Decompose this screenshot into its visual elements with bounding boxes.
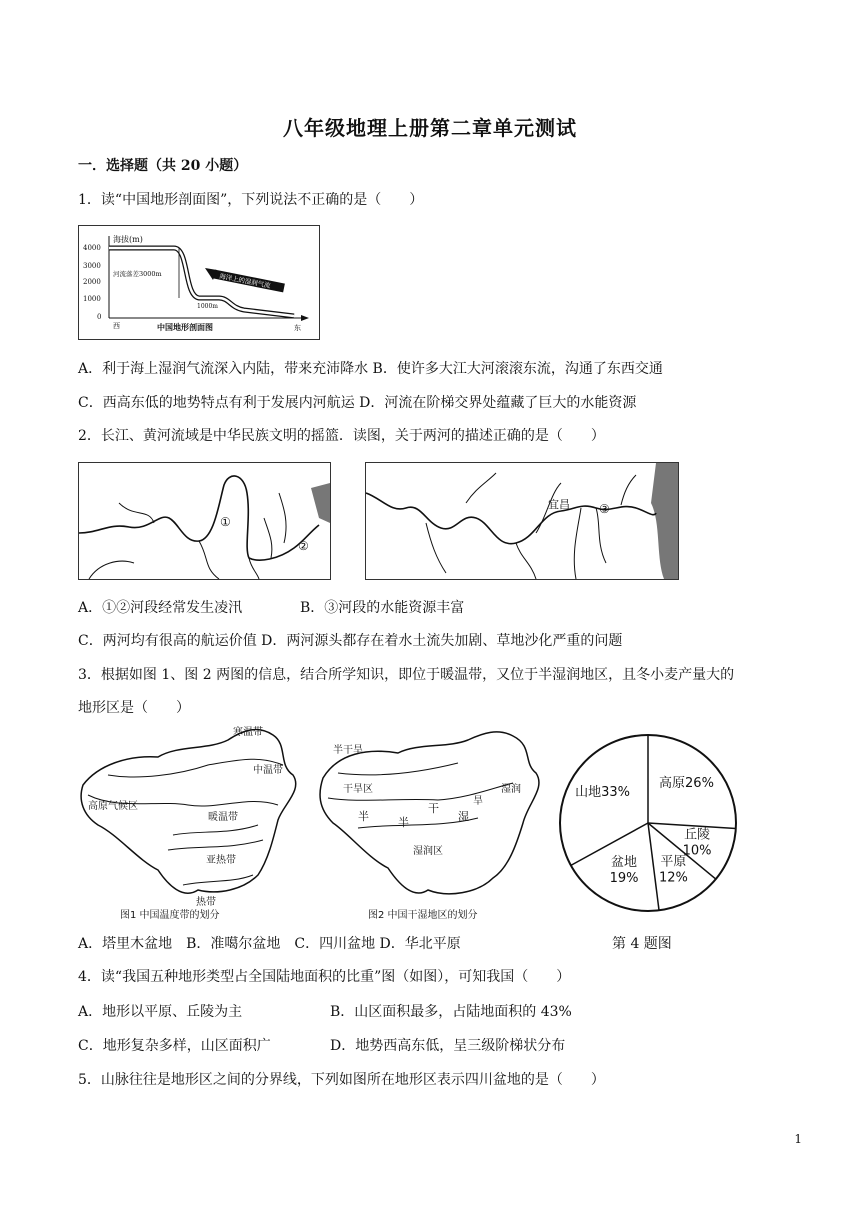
ytick: 4000 [83,244,101,252]
label-dry: 干 [428,802,439,815]
fig1-caption: 图1 中国温度带的划分 [120,910,220,921]
terrain-profile-figure [78,225,320,340]
figure-4-caption: 第 4 题图 [612,936,672,952]
dry-wet-zone-drawing [318,728,550,925]
yellow-river-map-drawing [79,463,330,579]
question-3-stem-line1: 3．根据如图 1、图 2 两图的信息，结合所学知识，即位于暖温带，又位于半湿润地区，且冬小麦产量大的 [78,667,735,683]
marker-2: ② [298,539,309,553]
label-semi-2: 半 [398,816,409,829]
pie-label-山地: 山地33% [575,785,631,801]
question-5-stem: 5．山脉往往是地形区之间的分界线，下列如图所在地形区表示四川盆地的是（ ） [78,1072,605,1088]
ytick: 0 [97,313,102,321]
yellow-river-map [78,462,331,580]
question-2-option-a: A．①②河段经常发生凌汛 [78,600,243,616]
moist-airflow-label: 海洋上的湿润气流 [218,272,272,290]
river-drop-label-2: 1000m [197,303,218,310]
question-4-option-d: D．地势西高东低，呈三级阶梯状分布 [330,1038,566,1054]
label-cold-temperate: 寒温带 [233,727,263,738]
question-3-options: A．塔里木盆地 B．准噶尔盆地 C．四川盆地 D．华北平原 [78,936,461,952]
pie-label-盆地: 盆地 19% [609,855,639,887]
label-wet: 湿 [458,810,469,823]
page-number: 1 [794,1132,802,1146]
yichang-label: 宜昌 [548,498,570,511]
terrain-profile-diagram [79,226,319,339]
label-subtropical: 亚热带 [206,855,236,866]
river-drop-label: 河流落差3000m [113,270,162,278]
east-label: 东 [294,324,301,332]
pie-label-平原: 平原 12% [658,854,688,886]
yangtze-river-map-drawing [366,463,678,579]
profile-caption: 中国地形剖面图 [157,322,213,332]
label-tropical: 热带 [196,897,216,908]
label-plateau: 高原气候区 [88,801,138,812]
question-1-stem: 1．读“中国地形剖面图”，下列说法不正确的是（ ） [78,192,424,208]
label-arid-char: 旱 [473,796,483,807]
question-1-options-ab: A．利于海上湿润气流深入内陆，带来充沛降水 B．使许多大江大河滚滚东流，沟通了东西交通 [78,361,663,377]
ytick: 2000 [83,278,101,286]
question-4-option-c: C．地形复杂多样，山区面积广 [78,1038,271,1054]
temperature-zone-drawing [78,725,310,925]
question-4-stem: 4．读“我国五种地形类型占全国陆地面积的比重”图（如图），可知我国（ ） [78,969,571,985]
yangtze-river-map [365,462,679,580]
fig2-caption: 图2 中国干湿地区的划分 [368,910,478,921]
label-mid-temperate: 中温带 [253,765,283,776]
question-4-option-a: A．地形以平原、丘陵为主 [78,1004,243,1020]
label-humid: 湿润 [501,784,521,795]
question-3-stem-line2: 地形区是（ ） [78,700,190,716]
question-1-options-cd: C．西高东低的地势特点有利于发展内河航运 D．河流在阶梯交界处蕴藏了巨大的水能资源 [78,395,637,411]
ytick: 3000 [83,262,101,270]
pie-label-高原: 高原26% [659,775,714,791]
ytick: 1000 [83,295,101,303]
section-heading: 一．选择题（共 20 小题） [78,158,248,174]
pie-label-丘陵: 丘陵 10% [682,827,712,859]
pie-chart-svg [548,730,748,920]
terrain-pie-chart [548,730,748,920]
marker-1: ① [220,515,231,529]
label-semi-arid-top: 半干旱 [333,745,363,756]
marker-3: ③ [599,502,610,516]
profile-ylabel: 海拔(m) [113,235,143,244]
label-semi-1: 半 [358,810,369,823]
label-warm-temperate: 暖温带 [208,812,238,823]
document-title: 八年级地理上册第二章单元测试 [283,116,577,140]
question-2-option-b: B．③河段的水能资源丰富 [300,600,465,616]
west-label: 西 [113,322,120,330]
temperature-zone-map [78,725,310,925]
question-2-stem: 2．长江、黄河流域是中华民族文明的摇篮．读图，关于两河的描述正确的是（ ） [78,428,605,444]
label-arid-zone: 干旱区 [343,784,373,795]
dry-wet-zone-map [318,728,550,925]
question-4-option-b: B．山区面积最多，占陆地面积的 43% [330,1004,572,1020]
label-humid-zone: 湿润区 [413,846,443,857]
question-2-options-cd: C．两河均有很高的航运价值 D．两河源头都存在着水土流失加剧、草地沙化严重的问题 [78,633,623,649]
